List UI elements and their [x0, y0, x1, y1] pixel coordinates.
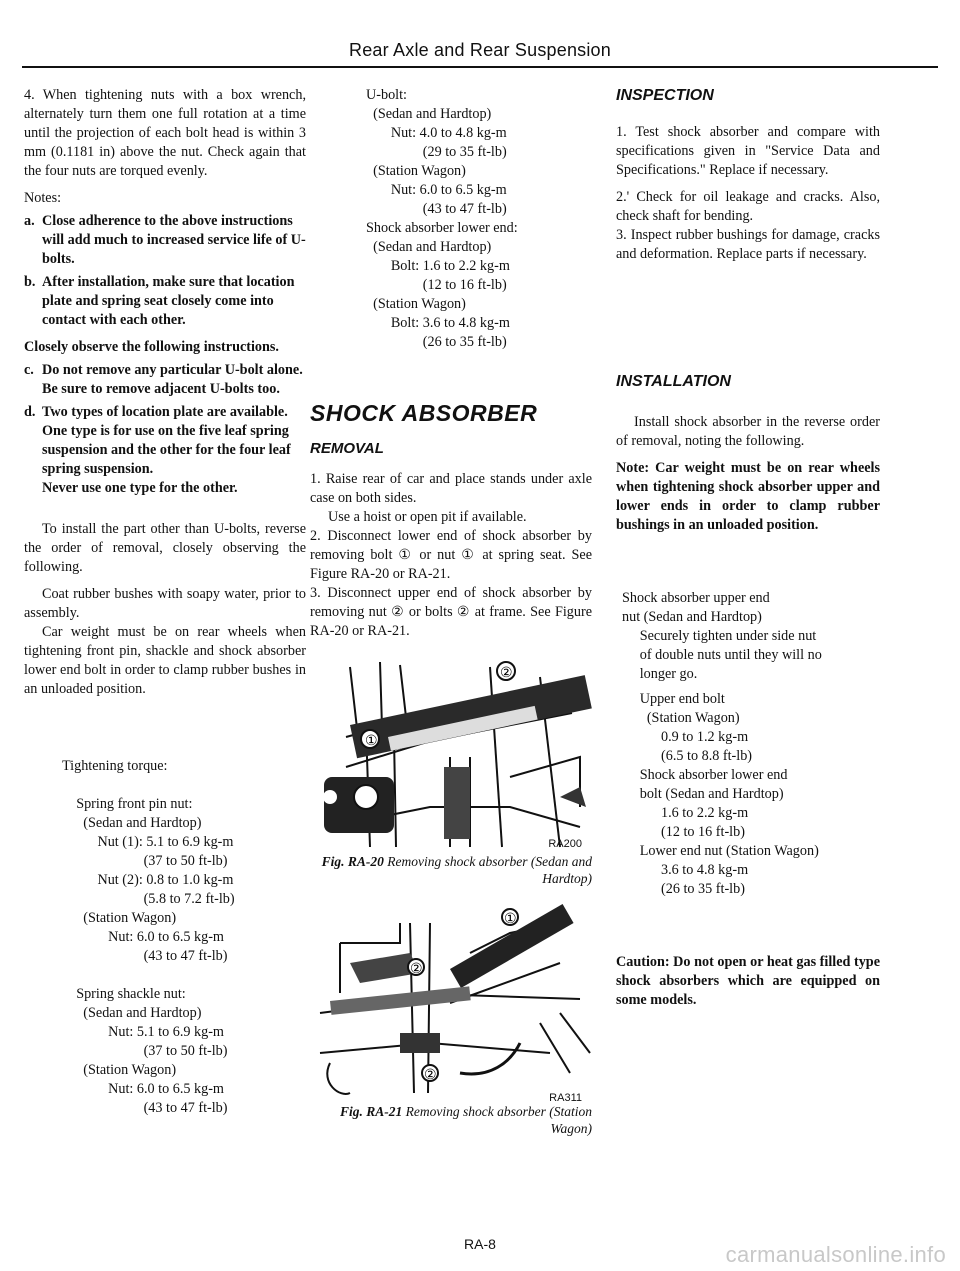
callout-1: ①: [365, 732, 378, 748]
installation-note: Note: Car weight must be on rear wheels when tightening shock absorber upper and lower ends in order to clamp rubber bushings in an unloaded position.: [616, 460, 880, 533]
caution-note: Caution: Do not open or heat gas filled type shock absorbers which are equipped on some models.: [616, 954, 880, 1008]
watermark: carmanualsonline.info: [725, 1242, 946, 1267]
page-header: Rear Axle and Rear Suspension: [349, 40, 611, 60]
figure-ra-20: [310, 657, 592, 853]
removal-step-1b: Use a hoist or open pit if available.: [328, 509, 527, 525]
removal-heading: REMOVAL: [310, 440, 384, 457]
note-d: d. Two types of location plate are available. One type is for use on the five leaf spring suspension and the other for the four leaf spring suspension.: [24, 404, 291, 477]
inspection-step-2: 2.' Check for oil leakage and cracks. Also, check shaft for bending.: [616, 189, 880, 224]
note-d-warning: Never use one type for the other.: [42, 480, 238, 496]
upper-end-spec: Shock absorber upper end nut (Sedan and Hardtop) Securely tighten under side nut of double nuts until they will no longer go.: [622, 590, 822, 682]
shock-absorber-heading: SHOCK ABSORBER: [310, 400, 538, 426]
callout-2: ②: [424, 1066, 437, 1082]
installation-intro: Install shock absorber in the reverse order of removal, noting the following.: [616, 414, 880, 449]
fig-ra-21-code: RA311: [549, 1092, 582, 1104]
installation-heading: INSTALLATION: [616, 373, 731, 390]
install-intro: To install the part other than U-bolts, reverse the order of removal, closely observing the following.: [24, 521, 306, 575]
figure-ra-21: [310, 903, 592, 1103]
page-number: RA-8: [464, 1236, 496, 1252]
column-2: [310, 86, 592, 1137]
inspection-step-1: 1. Test shock absorber and compare with specifications given in "Service Data and Specifications." Replace if necessary.: [616, 124, 880, 178]
tightening-torque-spec: Tightening torque: Spring front pin nut: (Sedan and Hardtop) Nut (1): 5.1 to 6.9 kg-m (37 to 50 ft-lb) Nut (2): 0.8 to 1.0 kg-m (5.8 to 7.2 ft-lb) (Station Wagon) Nut: 6.0 to 6.5 kg-m (43 to 47 ft-lb) Spring shackle nut: (Sedan and Hardtop) Nut: 5.1 to 6.9 kg-m (37 to 50 ft-lb) (Station Wagon) Nut: 6.0 to 6.5 kg-m (43 to 47 ft-lb): [62, 758, 235, 1116]
inspection-step-3: 3. Inspect rubber bushings for damage, cracks and deformation. Replace parts if necessary.: [616, 227, 880, 262]
bolt-torque-spec: Upper end bolt (Station Wagon) 0.9 to 1.2 kg-m (6.5 to 8.8 ft-lb) Shock absorber lower end bolt (Sedan and Hardtop) 1.6 to 2.2 kg-m (12 to 16 ft-lb) Lower end nut (Station Wagon) 3.6 to 4.8 kg-m (26 to 35 ft-lb): [639, 691, 819, 897]
inspection-heading: INSPECTION: [616, 87, 714, 104]
note-a: a. Close adherence to the above instructions will add much to increased service life of U-bolts.: [24, 213, 306, 267]
notes-label: Notes:: [24, 190, 62, 206]
car-weight-note: Car weight must be on rear wheels when tightening front pin, shackle and shock absorber lower end bolt in order to clamp rubber bushes in an unloaded position.: [24, 624, 306, 697]
removal-step-2: 2. Disconnect lower end of shock absorber by removing bolt ① or nut ① at spring seat. See Figure RA-20 or RA-21.: [310, 528, 592, 582]
shock-absorber-sedan-illustration: [310, 657, 592, 853]
shock-absorber-wagon-illustration: [310, 903, 592, 1103]
removal-step-3: 3. Disconnect upper end of shock absorber by removing nut ② or bolts ② at frame. See Figure RA-20 or RA-21.: [310, 585, 592, 639]
column-3: [616, 86, 880, 1018]
callout-2: ②: [410, 960, 423, 976]
callout-2: ②: [500, 664, 513, 680]
coat-bushes: Coat rubber bushes with soapy water, prior to assembly.: [24, 586, 306, 621]
note-b: b. After installation, make sure that location plate and spring seat closely come into contact with each other.: [24, 274, 295, 328]
callout-1: ①: [504, 910, 517, 926]
fig-ra-21-caption: Fig. RA-21 Removing shock absorber (Station Wagon): [340, 1104, 592, 1136]
removal-step-1: 1. Raise rear of car and place stands under axle case on both sides.: [310, 471, 592, 506]
observe-instruction: Closely observe the following instructions.: [24, 339, 279, 355]
fig-ra-20-caption: Fig. RA-20 Removing shock absorber (Sedan and Hardtop): [321, 854, 592, 886]
note-c: c. Do not remove any particular U-bolt alone. Be sure to remove adjacent U-bolts too.: [24, 362, 303, 397]
fig-ra-20-code: RA200: [548, 838, 582, 850]
column-1: [24, 86, 306, 1124]
header-rule: [22, 66, 938, 68]
ubolt-shock-spec: U-bolt: (Sedan and Hardtop) Nut: 4.0 to 4.8 kg-m (29 to 35 ft-lb) (Station Wagon) Nut: 6.0 to 6.5 kg-m (43 to 47 ft-lb) Shock absorber lower end: (Sedan and Hardtop) Bolt: 1.6 to 2.2 kg-m (12 to 16 ft-lb) (Station Wagon) Bolt: 3.6 to 4.8 kg-m (26 to 35 ft-lb): [366, 87, 518, 350]
step-4-text: 4. When tightening nuts with a box wrench, alternately turn them one full rotation at a time until the projection of each bolt head is within 3 mm (0.1181 in) above the nut. Check again that the four nuts are torqued evenly.: [24, 87, 306, 179]
